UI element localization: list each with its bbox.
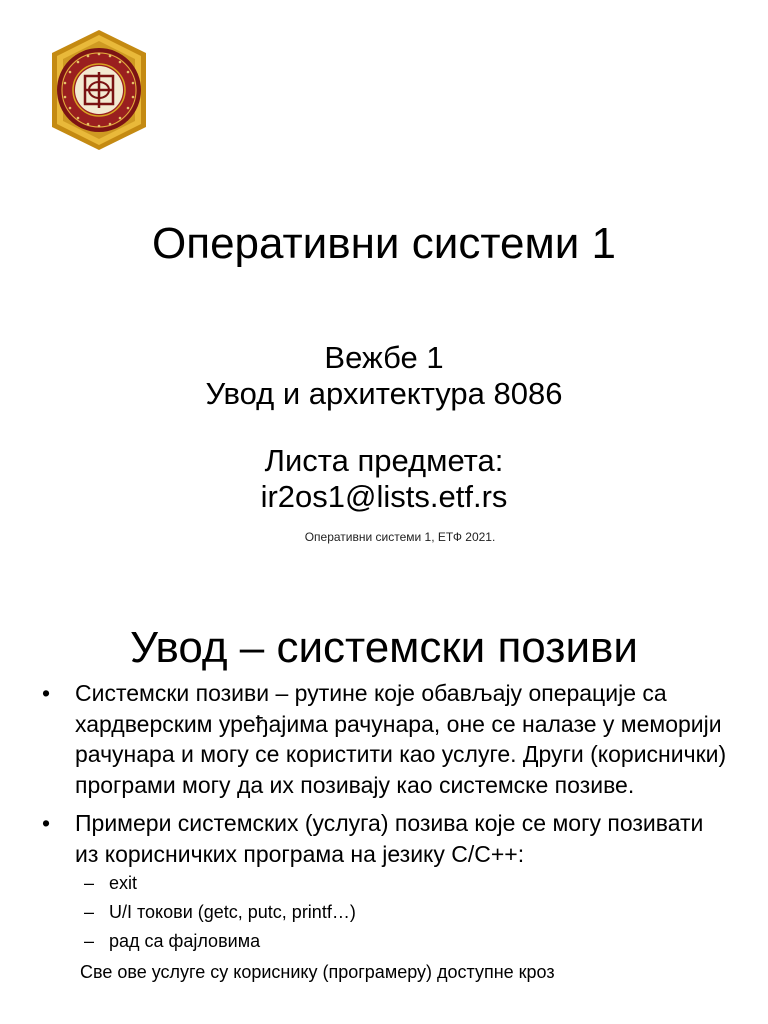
bullet-text: Примери системских (услуга) позива које се могу позивати из корисничких програма на језику C/C++: [75,810,704,867]
list-item [0,808,768,869]
bullet-list [0,678,768,987]
sub-list-item [0,927,768,956]
bullet-text: Системски позиви – рутине које обављају операције са хардверским уређајима рачунара, оне се налазе у меморији рачунара и могу се користити као услуге. Други (кориснички) програми могу да их позивају као системске позиве. [75,680,727,798]
subtitle-mailing-list-address: ir2os1@lists.etf.rs [260,479,508,514]
dash-icon: – [84,931,95,951]
sub-list-item [0,898,768,927]
bullet-icon: • [42,680,51,706]
slide-title: Увод – системски позиви [130,623,638,672]
sub-item-text: exit [109,873,138,893]
sub-list-item [0,869,768,898]
subtitle-spacer [0,412,768,443]
bullet-icon: • [42,810,51,836]
slide-title: Оперативни системи 1 [152,219,616,268]
dash-icon: – [84,873,95,893]
slide-footer: Оперативни системи 1, ЕТФ 2021. [304,530,496,544]
sub-item-text: рад са фајловима [109,931,261,951]
sub-item-text: U/I токови (getc, putc, printf…) [109,902,356,922]
slide-subtitle [0,340,768,515]
subtitle-exercise: Вежбе 1 [324,340,444,375]
content-slide [0,600,768,1024]
university-seal-icon [48,28,150,152]
note-text: Све ове услуге су кориснику (програмеру) доступне кроз [80,962,555,982]
subtitle-mailing-list-label: Листа предмета: [264,443,504,478]
subtitle-topic: Увод и архитектура 8086 [205,376,563,411]
list-item [0,678,768,800]
dash-icon: – [84,902,95,922]
